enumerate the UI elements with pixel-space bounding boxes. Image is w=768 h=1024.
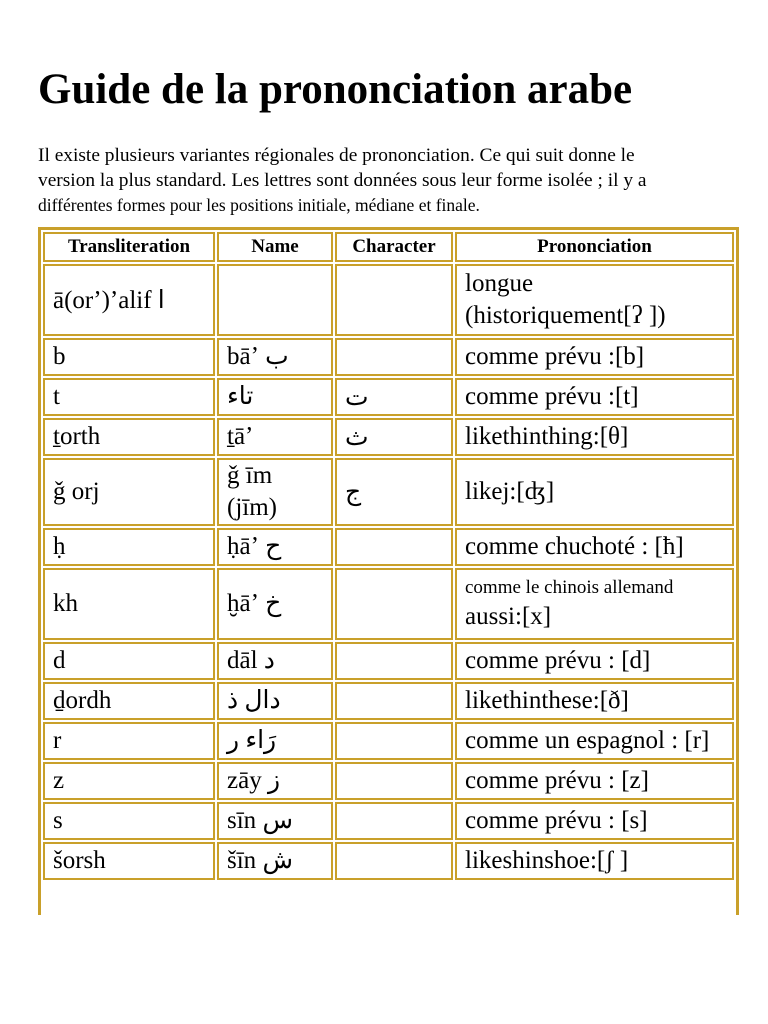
table-row [43,338,734,376]
cell-transliteration: ḥ [43,528,215,566]
cell-transliteration: t [43,378,215,416]
cell-transliteration: s [43,802,215,840]
table-header-row [43,232,734,262]
intro-line-1: Il existe plusieurs variantes régionales de prononciation. Ce qui suit donne le [38,145,635,166]
table-row [43,642,734,680]
cell-character: ج [335,458,453,526]
cell-prononciation [455,802,734,840]
table-row [43,378,734,416]
cell-name-text: ḫāʼ خ [227,590,282,617]
cell-name-text: تاء [227,383,254,410]
intro-paragraph [38,143,758,218]
cell-name [217,378,333,416]
cell-prononciation [455,568,734,640]
cell-prononciation-text: comme prévu :[b] [465,343,645,370]
cell-prononciation-text: comme prévu : [z] [465,767,649,794]
cell-name-text: bāʼ ب [227,343,289,370]
cell-transliteration: ṯorth [43,418,215,456]
cell-name [217,682,333,720]
pronunciation-table [41,230,736,882]
cell-prononciation-text: comme un espagnol : [r] [465,727,710,754]
cell-prononciation-text: likethinthese:[ð] [465,687,629,714]
cell-name-text: dāl د [227,647,275,674]
pronunciation-table-container [38,227,739,915]
cell-name-text: دال ذ [227,687,281,714]
cell-character [335,568,453,640]
intro-line-2: version la plus standard. Les lettres sont données sous leur forme isolée ; il y a [38,170,647,191]
table-row [43,802,734,840]
table-row [43,842,734,880]
cell-prononciation [455,378,734,416]
cell-character [335,264,453,336]
header-prononciation: Prononciation [455,232,734,262]
cell-prononciation-text-line2: aussi:[x] [465,603,552,630]
cell-transliteration: r [43,722,215,760]
table-row [43,418,734,456]
cell-character [335,802,453,840]
cell-name-text: رَاء ر [227,727,277,754]
table-row [43,568,734,640]
cell-transliteration: z [43,762,215,800]
cell-character [335,642,453,680]
cell-prononciation [455,682,734,720]
cell-prononciation [455,418,734,456]
table-row [43,682,734,720]
cell-name [217,338,333,376]
cell-name-text-line2: (jīm) [227,494,277,521]
cell-character [335,682,453,720]
cell-transliteration: b [43,338,215,376]
table-row [43,762,734,800]
cell-name [217,802,333,840]
cell-prononciation-small: comme le chinois allemand [465,577,674,598]
cell-character [335,338,453,376]
cell-name-text: sīn س [227,807,293,834]
cell-name [217,722,333,760]
cell-character: ث [335,418,453,456]
header-character: Character [335,232,453,262]
cell-name [217,642,333,680]
cell-prononciation-text-line2: (historiquement[ʔ ]) [465,302,666,329]
table-row [43,458,734,526]
cell-character [335,762,453,800]
cell-prononciation [455,722,734,760]
header-transliteration: Transliteration [43,232,215,262]
cell-prononciation [455,458,734,526]
cell-transliteration: kh [43,568,215,640]
cell-name [217,458,333,526]
cell-transliteration: d [43,642,215,680]
cell-prononciation [455,762,734,800]
cell-name [217,842,333,880]
cell-prononciation [455,264,734,336]
cell-name-text: ṯāʼ [227,423,254,450]
cell-transliteration: ǧ orj [43,458,215,526]
cell-name-text: zāy ز [227,767,281,794]
header-name: Name [217,232,333,262]
table-row [43,264,734,336]
cell-prononciation [455,528,734,566]
cell-character [335,722,453,760]
cell-character: ت [335,378,453,416]
cell-name [217,264,333,336]
cell-name [217,528,333,566]
cell-prononciation-text: comme prévu : [d] [465,647,651,674]
cell-prononciation [455,642,734,680]
cell-prononciation-text: likeshinshoe:[ʃ ] [465,847,629,874]
cell-transliteration: ā(orʼ)ʼalif ا [43,264,215,336]
cell-prononciation [455,338,734,376]
cell-transliteration: ḏordh [43,682,215,720]
cell-name-text: ǧ īm [227,462,273,489]
cell-prononciation [455,842,734,880]
cell-character [335,842,453,880]
cell-prononciation-text: likethinthing:[θ] [465,423,629,450]
page-title: Guide de la prononciation arabe [38,66,633,113]
cell-prononciation-text: longue [465,270,534,297]
cell-name [217,418,333,456]
cell-name [217,762,333,800]
cell-transliteration: šorsh [43,842,215,880]
cell-prononciation-text: likej:[ʤ] [465,478,555,505]
table-row [43,722,734,760]
cell-name-text: šīn ش [227,847,293,874]
intro-line-3: différentes formes pour les positions initiale, médiane et finale. [38,195,480,215]
table-row [43,528,734,566]
cell-prononciation-text: comme chuchoté : [ħ] [465,533,684,560]
cell-character [335,528,453,566]
cell-prononciation-text: comme prévu : [s] [465,807,648,834]
cell-name [217,568,333,640]
cell-name-text: ḥāʼ ح [227,533,282,560]
cell-prononciation-text: comme prévu :[t] [465,383,639,410]
